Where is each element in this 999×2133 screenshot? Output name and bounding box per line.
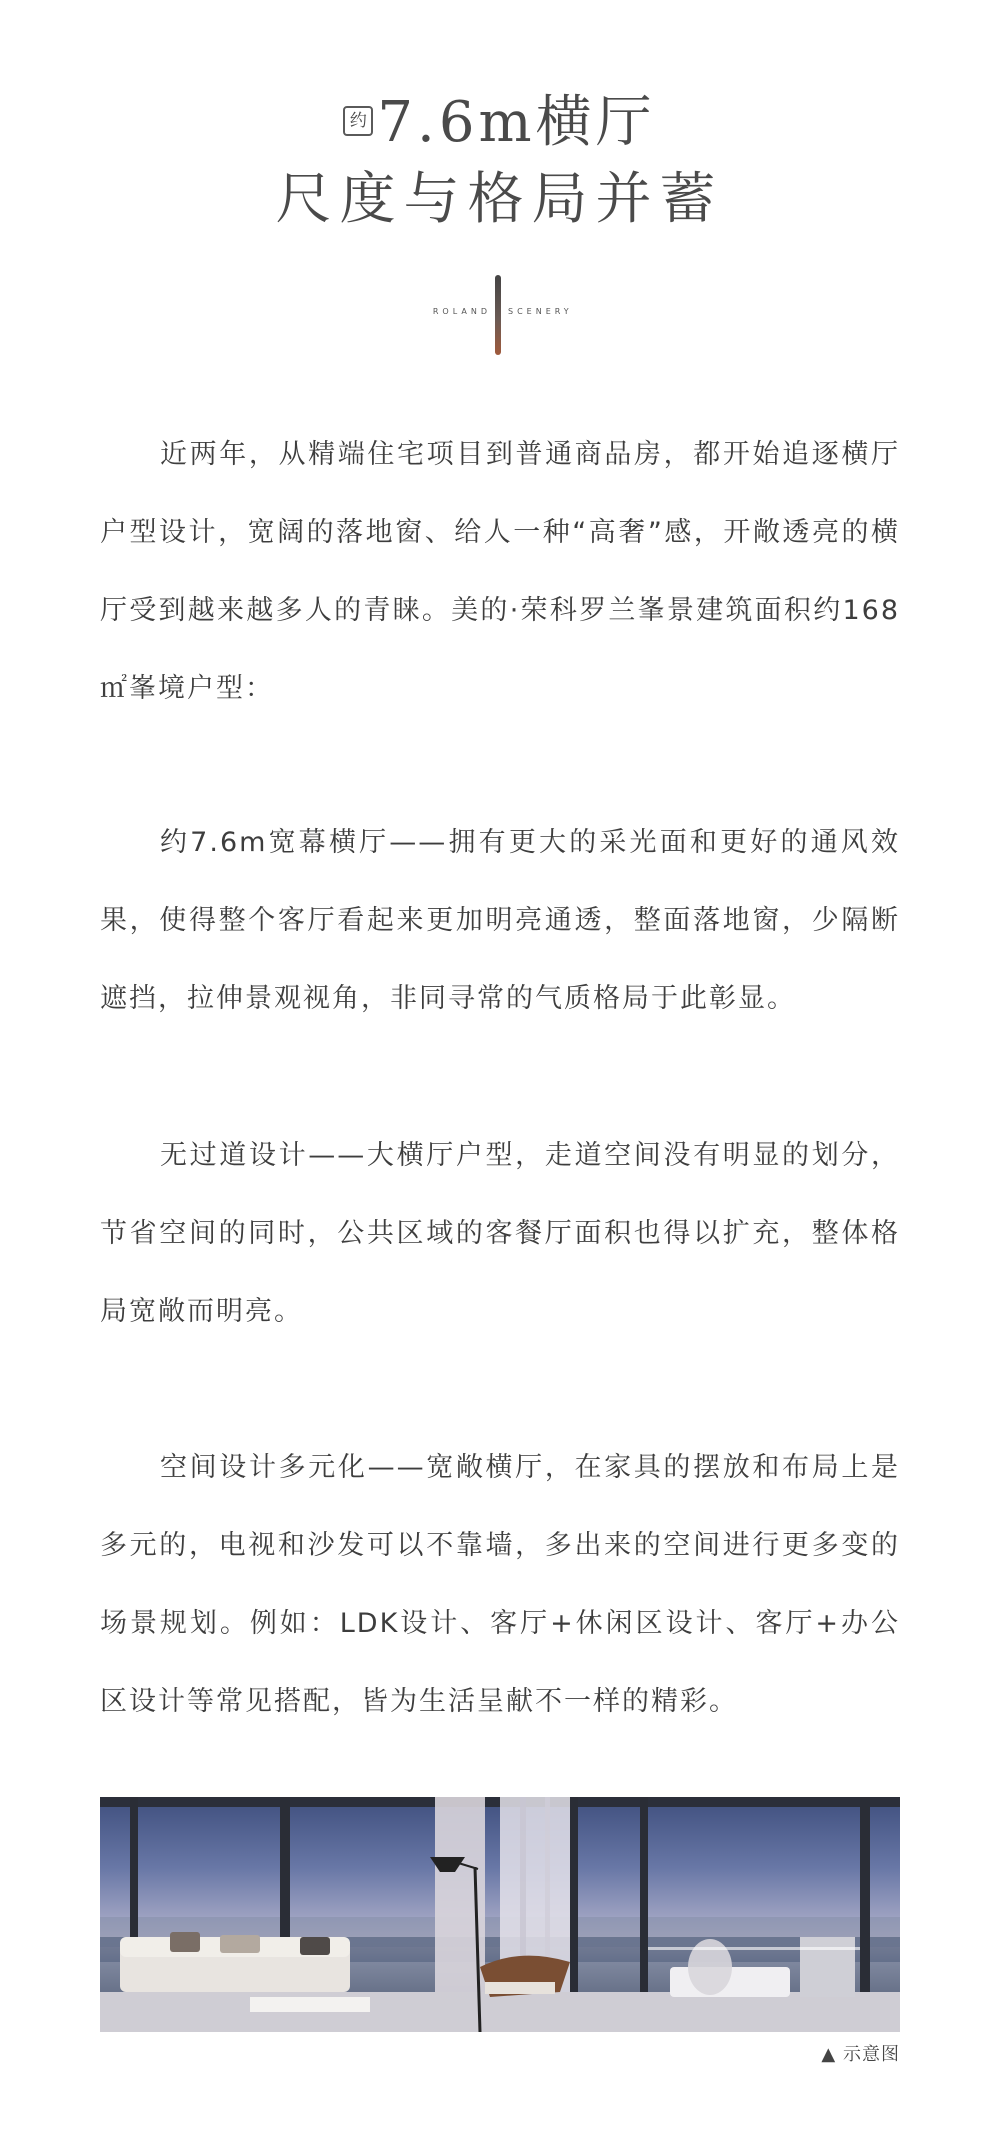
page-title-line1 bbox=[0, 88, 999, 158]
living-room-photo bbox=[100, 1797, 900, 2032]
paragraph-intro: 近两年，从精端住宅项目到普通商品房，都开始追逐横厅户型设计，宽阔的落地窗、给人一种“高奢”感，开敞透亮的横厅受到越来越多人的青睐。美的·荣科罗兰峯景建筑面积约168㎡峯境户型： bbox=[100, 439, 900, 704]
logo-left-text: ROLAND bbox=[432, 307, 491, 316]
logo-right-text: SCENERY bbox=[508, 307, 573, 316]
paragraph-wide-hall: 约7.6m宽幕横厅——拥有更大的采光面和更好的通风效果，使得整个客厅看起来更加明亮通透，整面落地窗，少隔断遮挡，拉伸景观视角，非同寻常的气质格局于此彰显。 bbox=[100, 827, 900, 1014]
paragraph-flexible-space: 空间设计多元化——宽敞横厅，在家具的摆放和布局上是多元的，电视和沙发可以不靠墙，多出来的空间进行更多变的场景规划。例如：LDK设计、客厅+休闲区设计、客厅+办公区设计等常见搭配，皆为生活呈献不一样的精彩。 bbox=[100, 1452, 900, 1717]
page-subtitle: 尺度与格局并蓄 bbox=[275, 167, 724, 232]
approx-badge: 约 bbox=[343, 106, 373, 136]
page-title-text: 7.6m横厅 bbox=[377, 90, 656, 155]
logo-bar-icon bbox=[495, 275, 501, 355]
paragraph-no-corridor: 无过道设计——大横厅户型，走道空间没有明显的划分，节省空间的同时，公共区域的客餐厅面积也得以扩充，整体格局宽敞而明亮。 bbox=[100, 1140, 900, 1327]
image-caption: ▲ 示意图 bbox=[821, 2044, 900, 2065]
brand-logo bbox=[0, 275, 999, 355]
